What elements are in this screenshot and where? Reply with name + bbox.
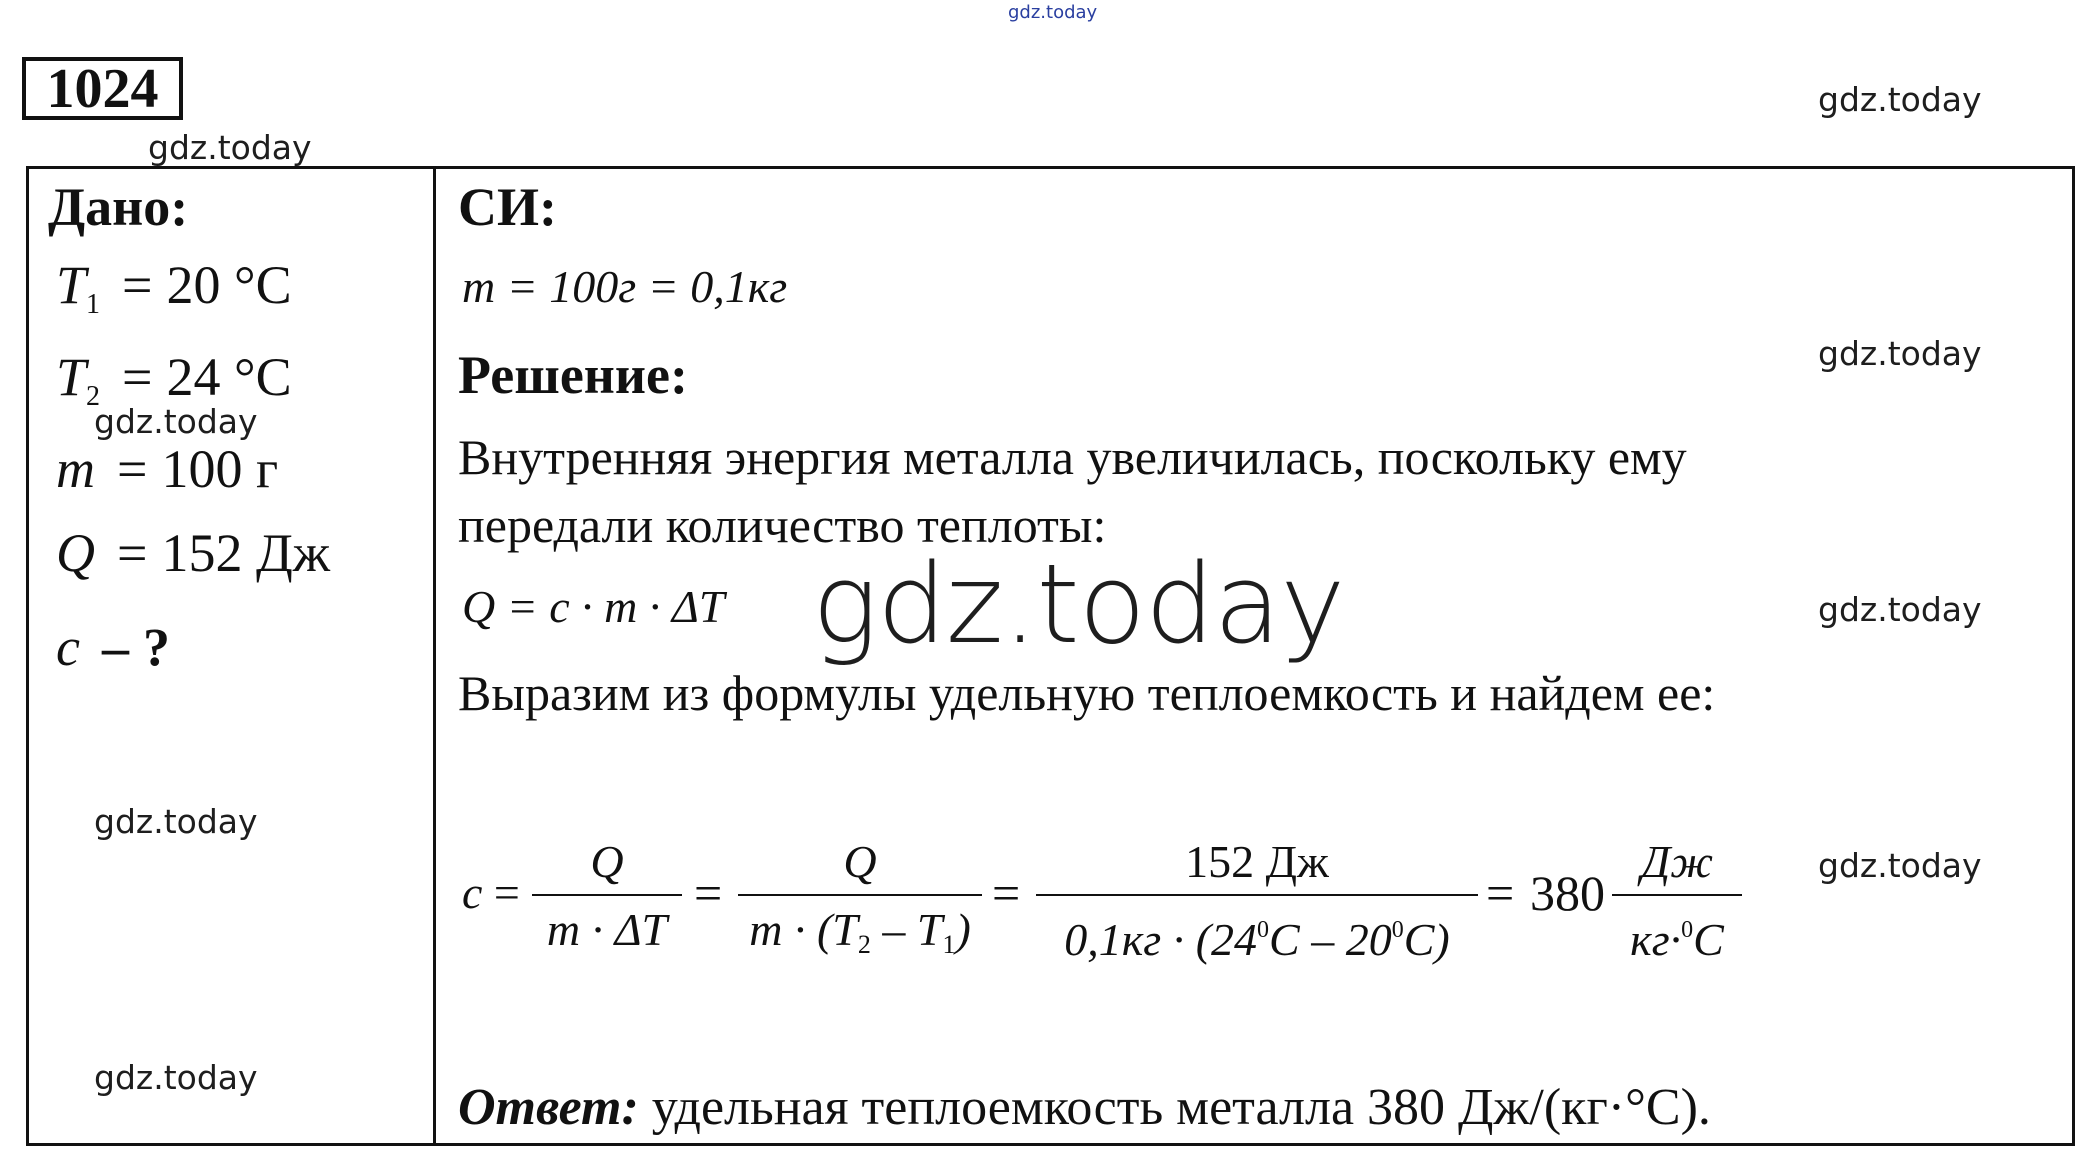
equals-sign: = <box>1486 865 1515 921</box>
watermark: gdz.today <box>94 802 258 841</box>
fraction-q-over-m-dt: Q m · ΔT <box>532 834 682 958</box>
watermark: gdz.today <box>94 1058 258 1097</box>
calc-c: c = <box>462 867 520 918</box>
heat-formula: Q = c · m · ΔT <box>462 581 725 632</box>
watermark: gdz.today <box>1818 846 1982 885</box>
problem-number: 1024 <box>22 57 183 120</box>
equals-sign: = <box>694 865 723 921</box>
given-t1: $T_1 = 20$ °C <box>56 255 292 320</box>
answer: Ответ: удельная теплоемкость металла 380 Дж/(кг·°С). <box>458 1079 1711 1136</box>
given-t2: $T_2 = 24$ °C <box>56 347 292 412</box>
solution-text-line1: Внутренняя энергия металла увеличилась, поскольку ему <box>458 429 1687 485</box>
fraction-numeric: 152 Дж $0,1кг \cdot (24^0C - 20^0C)$ <box>1036 834 1478 958</box>
solution-text-line2: передали количество теплоты: <box>458 497 1107 553</box>
watermark: gdz.today <box>1818 80 1982 119</box>
watermark: gdz.today <box>1818 590 1982 629</box>
given-find: c – ? <box>56 617 170 677</box>
watermark: gdz.today <box>94 402 258 441</box>
watermark: gdz.today <box>148 128 312 167</box>
solution-text-express: Выразим из формулы удельную теплоемкость и найдем ее: <box>458 665 1716 721</box>
given-m: m = 100 г <box>56 439 279 499</box>
result-unit: Дж кг·$^0$C <box>1612 834 1742 958</box>
watermark-large: gdz.today <box>812 540 1345 668</box>
given-header: Дано: <box>48 177 189 237</box>
fraction-q-over-m-t2-t1: Q $m \cdot (T_2 - T_1)$ <box>738 834 982 958</box>
watermark-top: gdz.today <box>1008 2 1098 23</box>
column-divider <box>433 166 436 1146</box>
si-conversion: m = 100г = 0,1кг <box>462 261 788 312</box>
solution-header: Решение: <box>458 345 688 405</box>
given-q: Q = 152 Дж <box>56 523 331 583</box>
si-header: СИ: <box>458 177 557 237</box>
equals-sign: = <box>992 865 1021 921</box>
watermark: gdz.today <box>1818 334 1982 373</box>
result-value: 380 <box>1530 865 1605 921</box>
